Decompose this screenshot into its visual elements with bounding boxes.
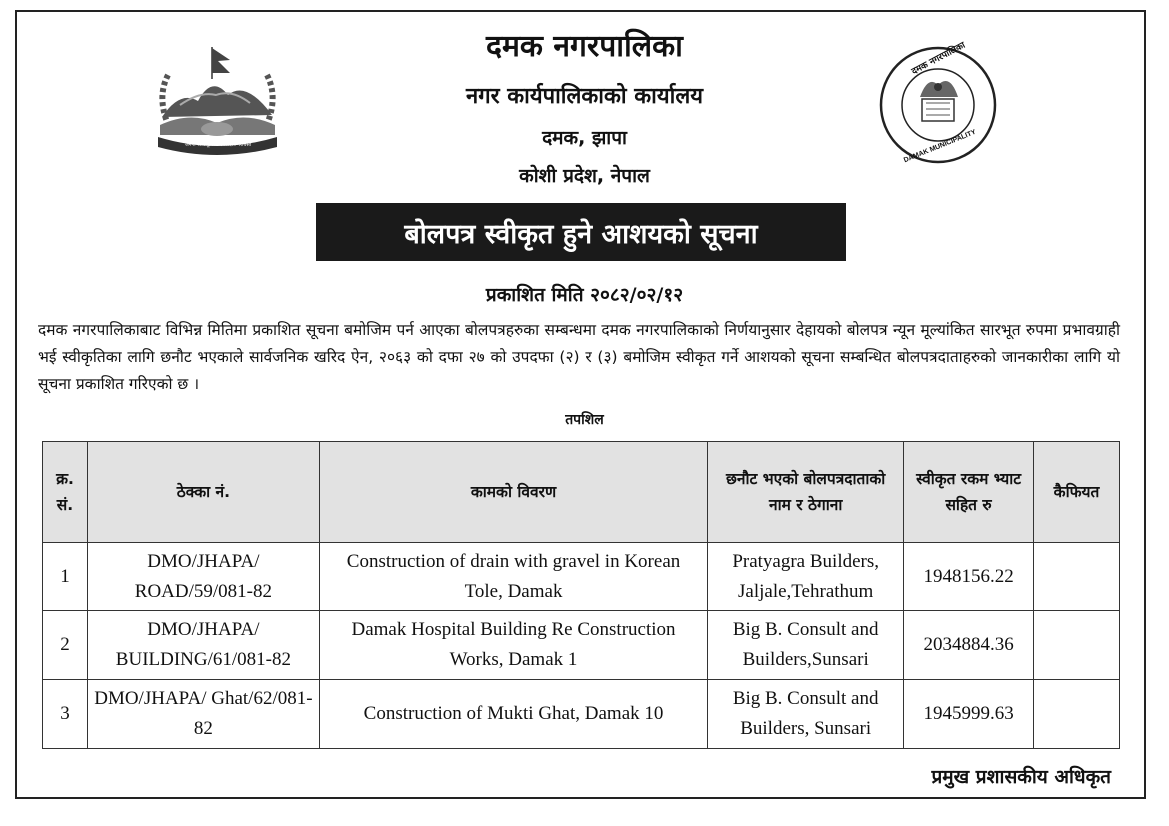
table-header-row: [43, 442, 1120, 543]
seal-top-text: दमक नगरपालिका: [910, 40, 968, 78]
cell-description: Construction of Mukti Ghat, Damak 10: [319, 680, 707, 749]
cell-amount: 1945999.63: [904, 680, 1034, 749]
notice-title: बोलपत्र स्वीकृत हुने आशयको सूचना: [316, 203, 846, 261]
org-name: दमक नगरपालिका: [486, 29, 683, 64]
header-amount: स्वीकृत रकम भ्याट सहित रु: [904, 442, 1034, 543]
details-label: तपशिल: [565, 412, 604, 428]
header-description: कामको विवरण: [319, 442, 707, 543]
cell-bidder: Pratyagra Builders, Jaljale,Tehrathum: [708, 543, 904, 611]
cell-bidder: Big B. Consult and Builders,Sunsari: [708, 611, 904, 680]
location-line-2: कोशी प्रदेश, नेपाल: [519, 165, 650, 187]
header-sn: क्र. सं.: [43, 442, 88, 543]
published-date: प्रकाशित मिति २०८२/०२/१२: [485, 284, 684, 306]
cell-contract-no: DMO/JHAPA/ Ghat/62/081-82: [87, 680, 319, 749]
cell-description: Damak Hospital Building Re Construction Works, Damak 1: [319, 611, 707, 680]
cell-contract-no: DMO/JHAPA/ BUILDING/61/081-82: [87, 611, 319, 680]
cell-remarks: [1034, 611, 1120, 680]
cell-sn: 3: [43, 680, 88, 749]
table-row: [43, 543, 1120, 611]
cell-remarks: [1034, 680, 1120, 749]
cell-amount: 2034884.36: [904, 611, 1034, 680]
table-row: [43, 680, 1120, 749]
header-contract-no: ठेक्का नं.: [87, 442, 319, 543]
notice-body-text: दमक नगरपालिकाबाट विभिन्न मितिमा प्रकाशित सूचना बमोजिम पर्न आएका बोलपत्रहरुका सम्बन्धमा दमक नगरपालिकाको निर्णयानुसार देहायको बोलपत्र न्यून मूल्यांकित सारभूत रुपमा प्रभावग्राही भई स्वीकृतिका लागि छनौट भएकाले सार्वजनिक खरिद ऐन, २०६३ को दफा २७ को उपदफा (२) र (३) बमोजिम स्वीकृत गर्ने आशयको सूचना सम्बन्धित बोलपत्रदाताहरुको जानकारीका लागि यो सूचना प्रकाशित गरिएको छ ।: [38, 321, 1120, 393]
cell-remarks: [1034, 543, 1120, 611]
cell-contract-no: DMO/JHAPA/ ROAD/59/081-82: [87, 543, 319, 611]
table-row: [43, 611, 1120, 680]
header-remarks: कैफियत: [1034, 442, 1120, 543]
office-name: नगर कार्यपालिकाको कार्यालय: [466, 84, 703, 109]
emblem-inscription: जननी जन्मभूमिश्च स्वर्गादपि गरीयसी: [184, 142, 252, 148]
cell-sn: 2: [43, 611, 88, 680]
location-line-1: दमक, झापा: [542, 127, 627, 149]
header-bidder: छनौट भएको बोलपत्रदाताको नाम र ठेगाना: [708, 442, 904, 543]
contracts-table: [42, 441, 1120, 749]
cell-sn: 1: [43, 543, 88, 611]
cell-description: Construction of drain with gravel in Korean Tole, Damak: [319, 543, 707, 611]
cell-bidder: Big B. Consult and Builders, Sunsari: [708, 680, 904, 749]
signature-title: प्रमुख प्रशासकीय अधिकृत: [931, 766, 1111, 788]
seal-bottom-text: DAMAK MUNICIPALITY: [902, 128, 978, 165]
cell-amount: 1948156.22: [904, 543, 1034, 611]
